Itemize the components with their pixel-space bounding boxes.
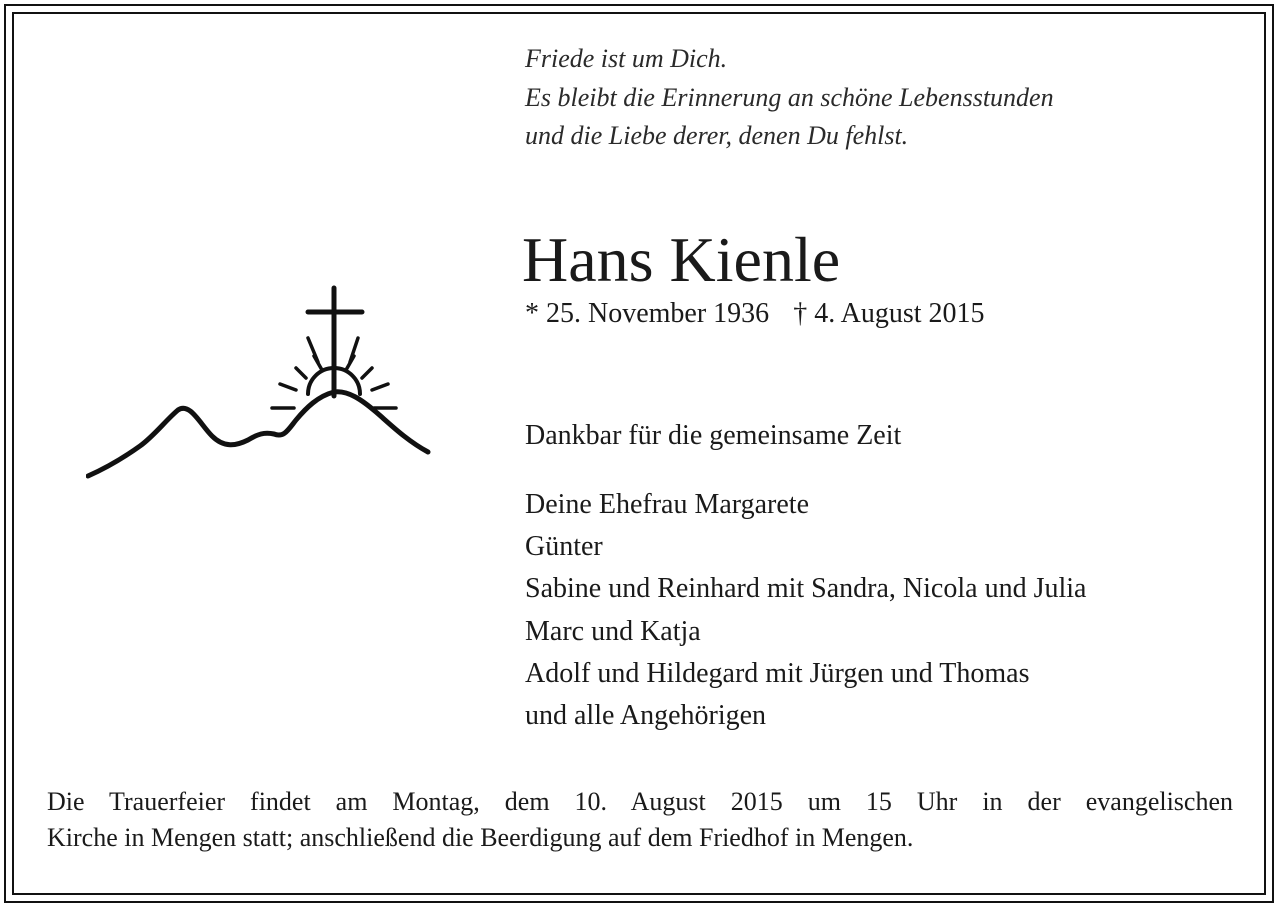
cross-on-hill-with-sunrise-icon <box>86 284 432 480</box>
mourner-entry: Adolf und Hildegard mit Jürgen und Thomas <box>525 657 1030 689</box>
deceased-name: Hans Kienle <box>522 224 841 295</box>
funeral-service-notice <box>47 784 1233 856</box>
mourner-entry: und alle Angehörigen <box>525 700 767 732</box>
service-line: Kirche in Mengen statt; anschließend die Beerdigung auf dem Friedhof in Mengen. <box>47 823 914 852</box>
mourner-entry: Deine Ehefrau Margarete <box>525 489 809 520</box>
motto-line: Friede ist um Dich. <box>525 44 728 73</box>
life-dates <box>525 296 985 332</box>
mourner-entry: Sabine und Reinhard mit Sandra, Nicola und Julia <box>525 573 1087 605</box>
mourner-entry: Günter <box>525 531 603 563</box>
birth-date: * 25. November 1936 <box>525 298 770 329</box>
gratitude-line: Dankbar für die gemeinsame Zeit <box>525 420 902 451</box>
death-date: † 4. August 2015 <box>793 298 985 329</box>
motto-line: Es bleibt die Erinnerung an schöne Lebensstunden <box>525 82 1054 112</box>
motto-line: und die Liebe derer, denen Du fehlst. <box>525 121 909 150</box>
mourner-entry: Marc und Katja <box>525 615 701 647</box>
mountain-ridge <box>88 392 428 476</box>
motto <box>525 40 1054 156</box>
service-line: Die Trauerfeier findet am Montag, dem 10. August 2015 um 15 Uhr in der evangelischen <box>47 787 1233 816</box>
mourners-list <box>525 484 1086 737</box>
